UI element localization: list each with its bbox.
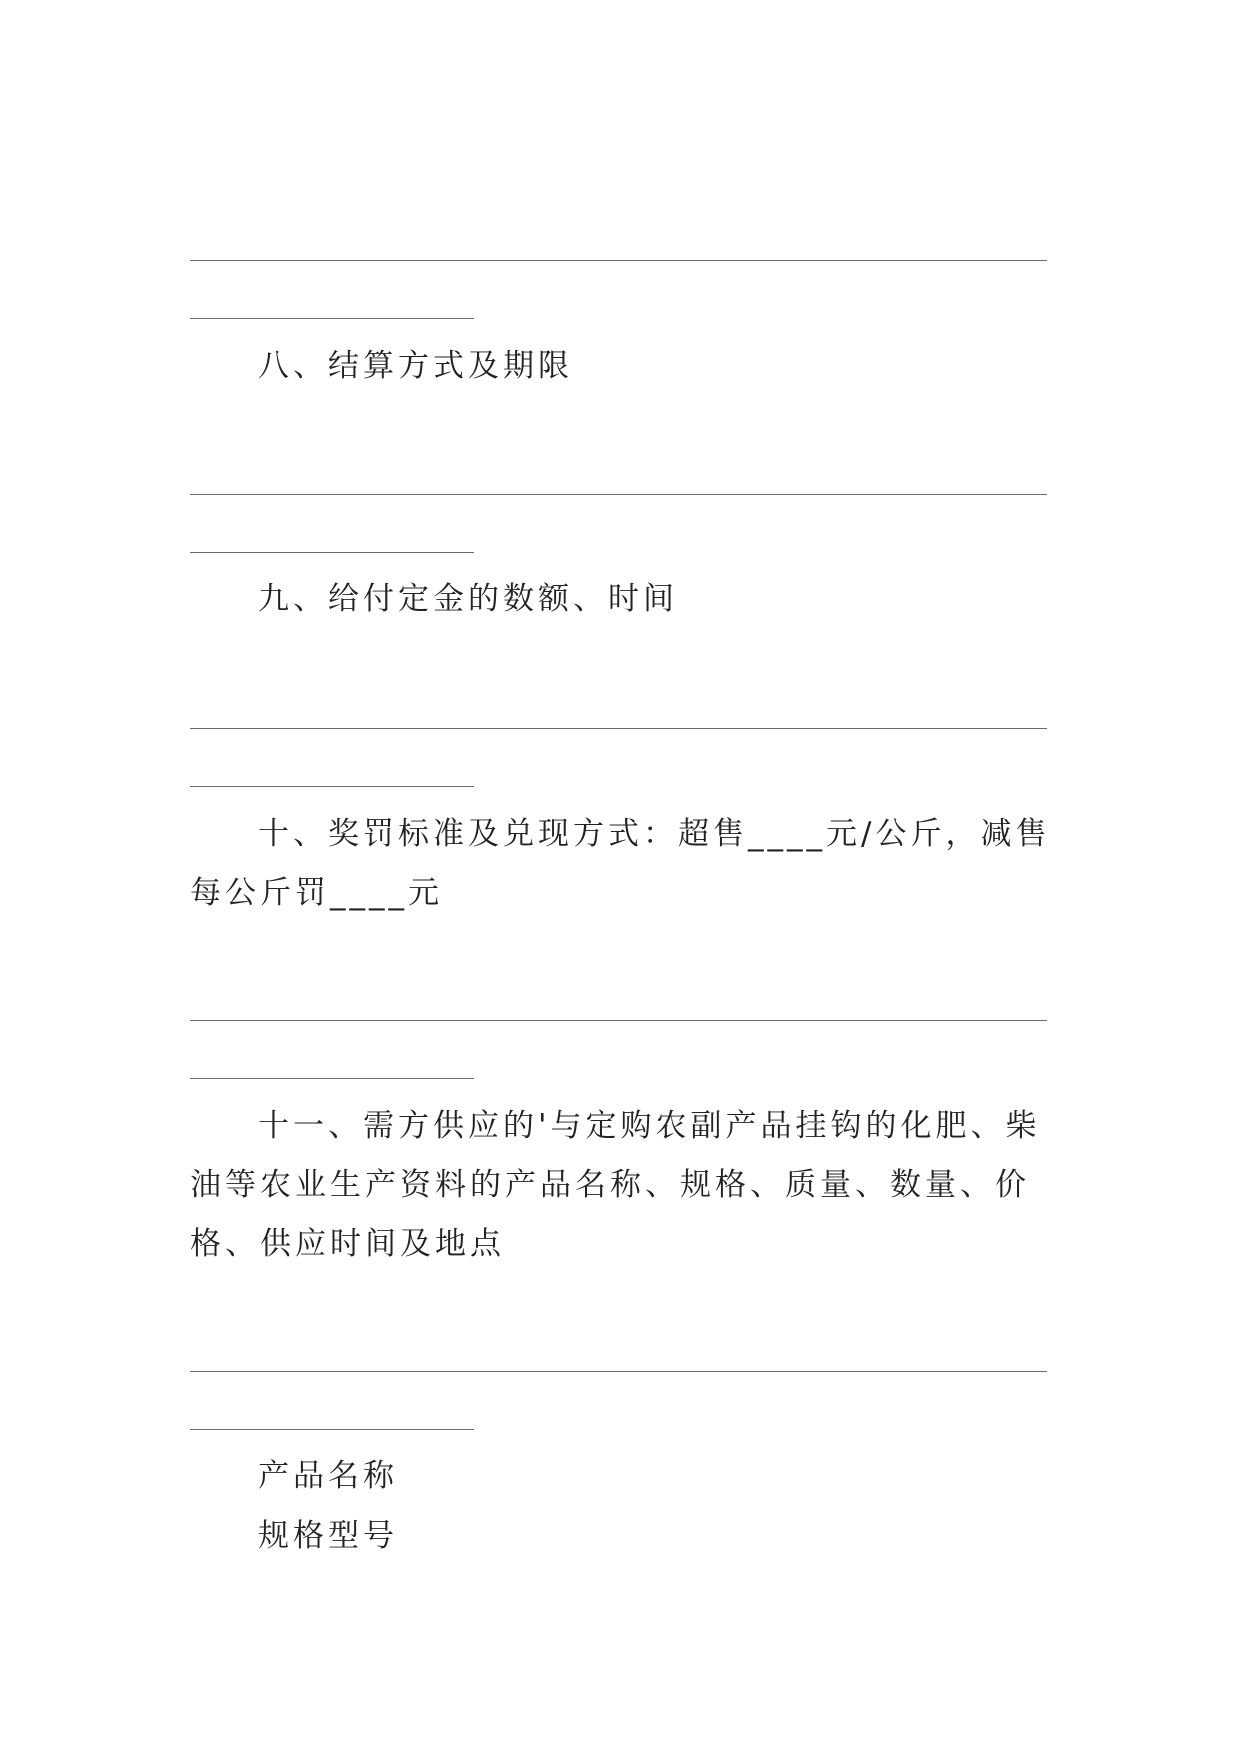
blank-rule-long [190, 1020, 1047, 1021]
section-8-heading: 八、结算方式及期限 [258, 348, 573, 384]
section-10-paragraph: 十、奖罚标准及兑现方式：超售____元/公斤，减售每公斤罚____元 [190, 816, 1051, 911]
blank-rule-long [190, 728, 1047, 729]
blank-rule-short [190, 318, 474, 319]
blank-rule-short [190, 1429, 474, 1430]
blank-rule-short [190, 786, 474, 787]
section-11-paragraph: 十一、需方供应的'与定购农副产品挂钩的化肥、柴油等农业生产资料的产品名称、规格、质量、数量、价格、供应时间及地点 [190, 1108, 1041, 1262]
section-9-heading: 九、给付定金的数额、时间 [258, 581, 678, 617]
field-label-product-name: 产品名称 [258, 1458, 398, 1494]
blank-rule-short [190, 552, 474, 553]
blank-rule-long [190, 494, 1047, 495]
blank-rule-long [190, 1371, 1047, 1372]
blank-rule-long [190, 260, 1047, 261]
field-label-spec-model: 规格型号 [258, 1518, 398, 1554]
blank-rule-short [190, 1078, 474, 1079]
